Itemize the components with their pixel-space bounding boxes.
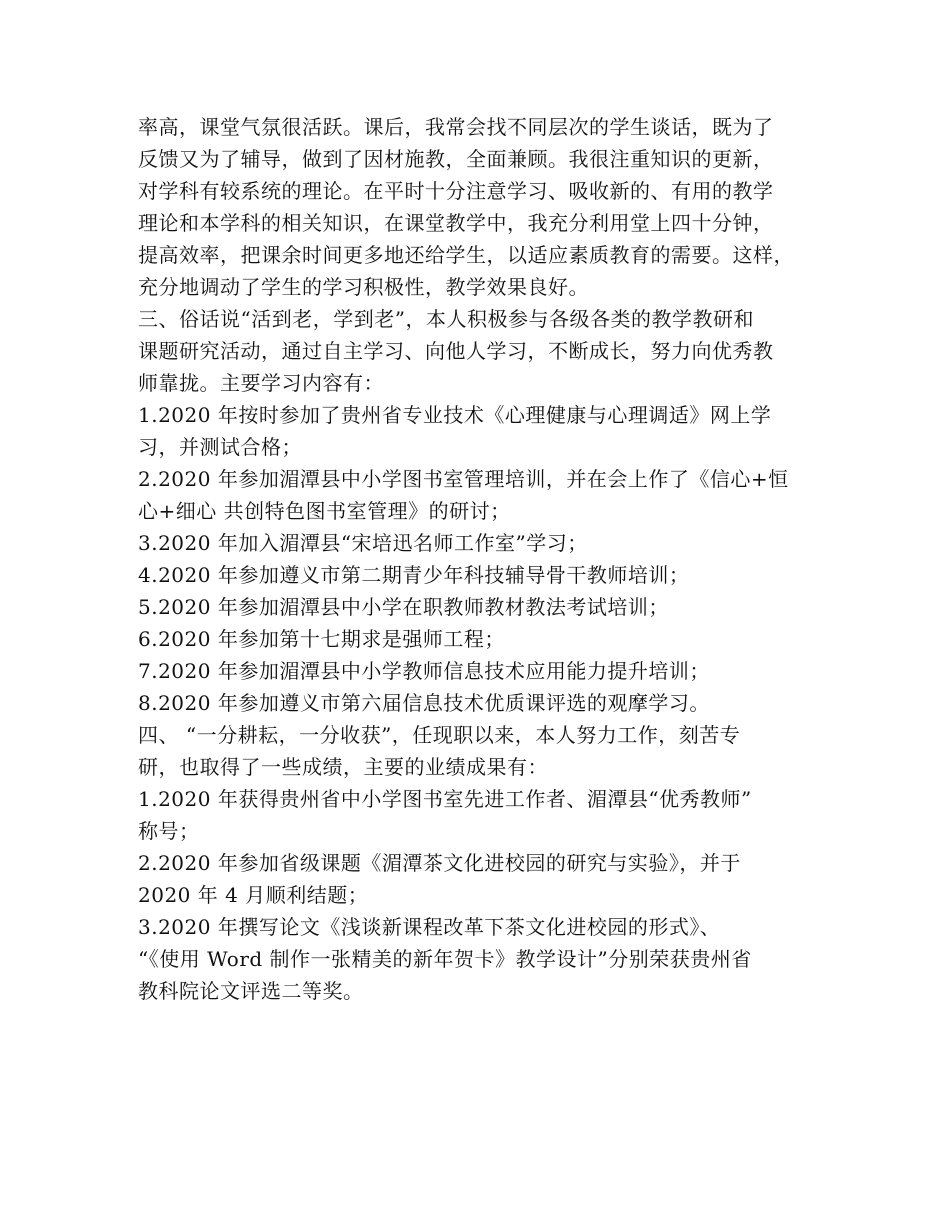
list-item: 6.2020 年参加第十七期求是强师工程； (138, 627, 505, 651)
list-item: 2.2020 年参加湄潭县中小学图书室管理培训，并在会上作了《信心+恒 (138, 467, 789, 491)
text-line: 提高效率，把课余时间更多地还给学生，以适应素质教育的需要。这样， (138, 243, 794, 267)
text-line: 师靠拢。主要学习内容有： (138, 371, 384, 395)
list-item: 5.2020 年参加湄潭县中小学在职教师教材教法考试培训； (138, 595, 669, 619)
section-four-heading-line: 四、 “一分耕耘，一分收获”，任现职以来，本人努力工作，刻苦专 (138, 723, 741, 747)
list-item: 8.2020 年参加遵义市第六届信息技术优质课评选的观摩学习。 (138, 691, 710, 715)
list-item: 3.2020 年加入湄潭县“宋培迅名师工作室”学习； (138, 531, 588, 555)
list-item: 1.2020 年按时参加了贵州省专业技术《心理健康与心理调适》网上学 (138, 403, 772, 427)
list-item-continuation: “《使用 Word 制作一张精美的新年贺卡》教学设计”分别荣获贵州省 (138, 947, 752, 971)
text-line: 反馈又为了辅导，做到了因材施教，全面兼顾。我很注重知识的更新， (138, 147, 774, 171)
text-line: 理论和本学科的相关知识，在课堂教学中，我充分利用堂上四十分钟， (138, 211, 774, 235)
text-line: 率高，课堂气氛很活跃。课后，我常会找不同层次的学生谈话，既为了 (138, 115, 774, 139)
text-line: 充分地调动了学生的学习积极性，教学效果良好。 (138, 275, 589, 299)
text-line: 课题研究活动，通过自主学习、向他人学习，不断成长，努力向优秀教 (138, 339, 774, 363)
list-item-continuation: 习，并测试合格； (138, 435, 302, 459)
list-item: 7.2020 年参加湄潭县中小学教师信息技术应用能力提升培训； (138, 659, 710, 683)
list-item: 4.2020 年参加遵义市第二期青少年科技辅导骨干教师培训； (138, 563, 690, 587)
list-item: 3.2020 年撰写论文《浅谈新课程改革下茶文化进校园的形式》、 (138, 915, 721, 939)
document-body (138, 111, 828, 1007)
text-line: 对学科有较系统的理论。在平时十分注意学习、吸收新的、有用的教学 (138, 179, 774, 203)
list-item-continuation: 教科院论文评选二等奖。 (138, 979, 364, 1003)
text-line: 研，也取得了一些成绩，主要的业绩成果有： (138, 755, 548, 779)
list-item-continuation: 心+细心 共创特色图书室管理》的研讨； (138, 499, 511, 523)
section-three-heading-line: 三、俗话说“活到老，学到老”，本人积极参与各级各类的教学教研和 (138, 307, 754, 331)
list-item: 1.2020 年获得贵州省中小学图书室先进工作者、湄潭县“优秀教师” (138, 787, 752, 811)
list-item-continuation: 称号； (138, 819, 200, 843)
list-item: 2.2020 年参加省级课题《湄潭茶文化进校园的研究与实验》，并于 (138, 851, 741, 875)
list-item-continuation: 2020 年 4 月顺利结题； (138, 883, 369, 907)
